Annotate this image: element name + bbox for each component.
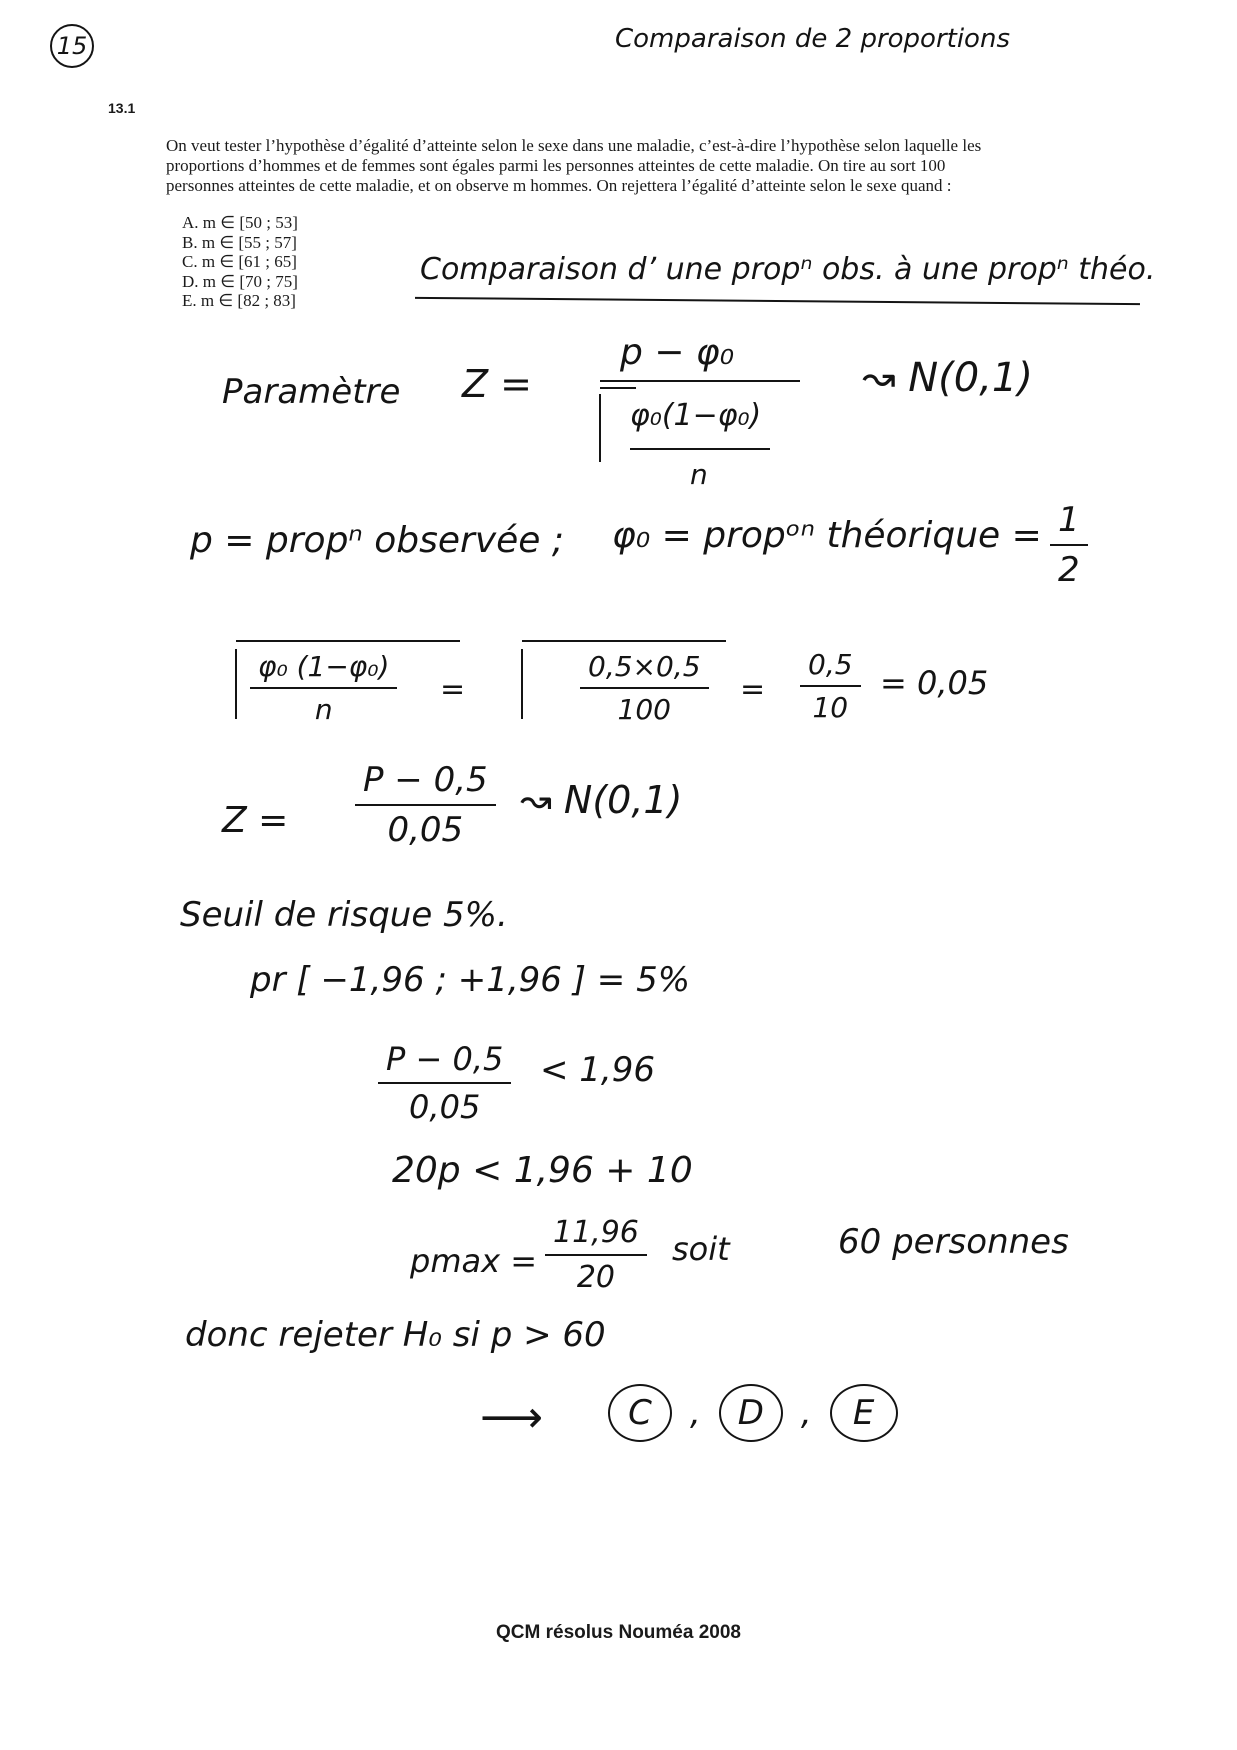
answer-circle-e: E (830, 1384, 898, 1442)
answer-circle-d: D (719, 1384, 783, 1442)
z-numerator: p − φ₀ (620, 332, 735, 373)
eq-1: = (440, 672, 466, 707)
footer-text: QCM résolus Nouméa 2008 (496, 1622, 741, 1643)
question-number: 13.1 (108, 100, 136, 116)
frac-denominator: 2 (1058, 550, 1080, 590)
def-half (1050, 500, 1088, 590)
question-line: On veut tester l’hypothèse d’égalité d’atteinte selon le sexe dans une maladie, c’est-à-dire l’hypothèse selon laquelle les (166, 136, 982, 155)
pmax-label: pmax = (410, 1242, 538, 1280)
solution-subtitle: Comparaison d’ une propⁿ obs. à une propⁿ théo. (420, 252, 1156, 287)
pmax-fraction: $\frac{11,96}{20}$ (545, 1215, 647, 1295)
comma: , (690, 1393, 701, 1433)
eq-2: = (740, 672, 766, 707)
option-b: B. m ∈ [55 ; 57] (182, 232, 297, 252)
sqrt2-fraction: $\frac{0,5\times 0,5}{100}$ (580, 650, 709, 726)
def-p: p = propⁿ observée ; (190, 520, 564, 561)
option-a: A. m ∈ [50 ; 53] (182, 213, 298, 232)
comma: , (800, 1393, 812, 1433)
z-den-n: n (690, 458, 708, 491)
seuil-line: Seuil de risque 5%. (180, 895, 508, 935)
conclusion-line: donc rejeter H₀ si p > 60 (185, 1315, 606, 1355)
z2-fraction: $\frac{P - 0,5}{0,05}$ (355, 760, 496, 850)
ineq-fraction: $\frac{P - 0,5}{0,05}$ (378, 1040, 511, 1126)
answer-options (182, 213, 298, 311)
ineq-rhs: < 1,96 (540, 1050, 655, 1090)
z-label: Z = (462, 362, 532, 406)
option-d: D. m ∈ [70 ; 75] (182, 271, 298, 291)
option-e: E. m ∈ [82 ; 83] (182, 291, 296, 310)
z-fraction-bar (600, 380, 800, 382)
final-answers (608, 1384, 898, 1442)
option-c: C. m ∈ [61 ; 65] (182, 252, 297, 271)
eq-3: = 0,05 (880, 664, 989, 702)
page-title: Comparaison de 2 proportions (615, 24, 1010, 54)
z2-label: Z = (222, 800, 289, 841)
question-text (166, 136, 1166, 196)
parametre-label: Paramètre (222, 372, 401, 412)
def-phi: φ₀ = propᵒⁿ théorique = (612, 515, 1042, 556)
question-line: proportions d’hommes et de femmes sont égales parmi les personnes atteintes de cette maladie. On tire au sort 100 (166, 156, 946, 175)
z2-distribution: ↝ N(0,1) (520, 778, 683, 822)
line-20p: 20p < 1,96 + 10 (392, 1150, 693, 1191)
page-number-circle (50, 24, 94, 68)
answer-circle-c: C (608, 1384, 672, 1442)
page-number: 15 (56, 32, 88, 60)
sqrt1-fraction: $\frac{\text{φ₀ (1−φ₀)}}{n}$ (250, 650, 397, 726)
pr-line: pr [ −1,96 ; +1,96 ] = 5% (250, 960, 691, 1000)
pmax-soit: soit (672, 1230, 730, 1268)
frac-numerator: 1 (1050, 500, 1088, 546)
z-inner-bar (630, 448, 770, 450)
pmax-result: 60 personnes (838, 1222, 1069, 1262)
frac3: $\frac{0,5}{10}$ (800, 648, 861, 724)
z-den-inner: φ₀(1−φ₀) (630, 398, 762, 433)
question-line: personnes atteintes de cette maladie, et on observe m hommes. On rejettera l’égalité d’atteinte selon le sexe quand : (166, 176, 952, 195)
subtitle-underline (415, 297, 1140, 305)
z-distribution: ↝ N(0,1) (862, 355, 1033, 401)
arrow-icon: ⟶ (480, 1392, 544, 1443)
